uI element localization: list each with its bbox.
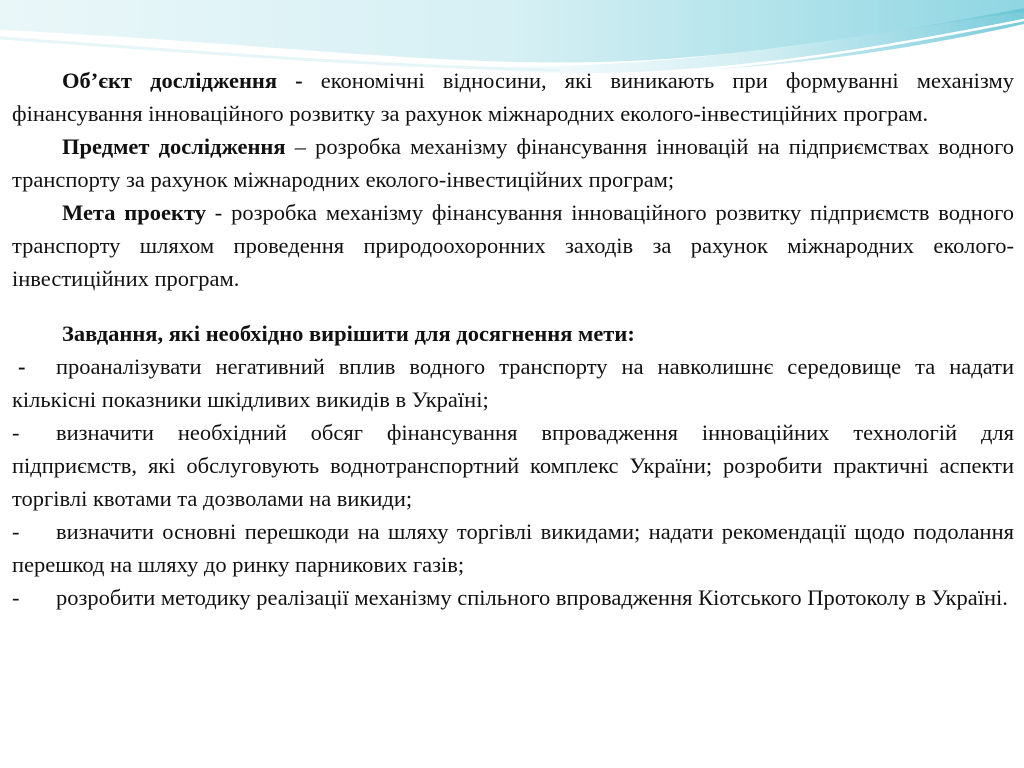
object-paragraph xyxy=(12,64,1014,130)
goal-term: Мета проекту xyxy=(62,200,206,225)
list-dash: - xyxy=(18,354,26,379)
subject-term: Предмет дослідження xyxy=(62,134,286,159)
goal-paragraph xyxy=(12,196,1014,295)
list-dash: - xyxy=(12,519,20,544)
task-item xyxy=(12,581,1014,614)
task-text: розробити методику реалізації механізму спільного впровадження Кіотського Протоколу в Україні. xyxy=(56,585,1008,610)
object-term: Об’єкт дослідження - xyxy=(62,68,303,93)
task-item xyxy=(12,416,1014,515)
tasks-heading: Завдання, які необхідно вирішити для досягнення мети: xyxy=(62,321,635,346)
spacer xyxy=(12,295,1014,317)
task-item xyxy=(12,515,1014,581)
task-item xyxy=(12,350,1014,416)
list-dash: - xyxy=(12,420,20,445)
wave-back xyxy=(0,0,1024,62)
object-text: економічні відносини, які виникають при формуванні механізму фінансування інноваційного розвитку за рахунок міжнародних еколого-інвестиційних програм. xyxy=(12,68,1014,126)
task-text: визначити основні перешкоди на шляху торгівлі викидами; надати рекомендації щодо подолання перешкод на шляху до ринку парникових газів; xyxy=(12,519,1014,577)
subject-text: – розробка механізму фінансування інновацій на підприємствах водного транспорту за рахунок міжнародних еколого-інвестиційних програм; xyxy=(12,134,1014,192)
task-text: проаналізувати негативний вплив водного транспорту на навколишнє середовище та надати кількісні показники шкідливих викидів в Україні; xyxy=(12,354,1014,412)
list-dash: - xyxy=(12,585,20,610)
slide-body xyxy=(12,64,1014,614)
task-text: визначити необхідний обсяг фінансування впровадження інноваційних технологій для підприємств, які обслуговують воднотранспортний комплекс України; розробити практичні аспекти торгівлі квотами та дозволами на викиди; xyxy=(12,420,1014,511)
goal-text: - розробка механізму фінансування інноваційного розвитку підприємств водного транспорту шляхом проведення природоохоронних заходів за рахунок міжнародних еколого-інвестиційних програм. xyxy=(12,200,1014,291)
subject-paragraph xyxy=(12,130,1014,196)
